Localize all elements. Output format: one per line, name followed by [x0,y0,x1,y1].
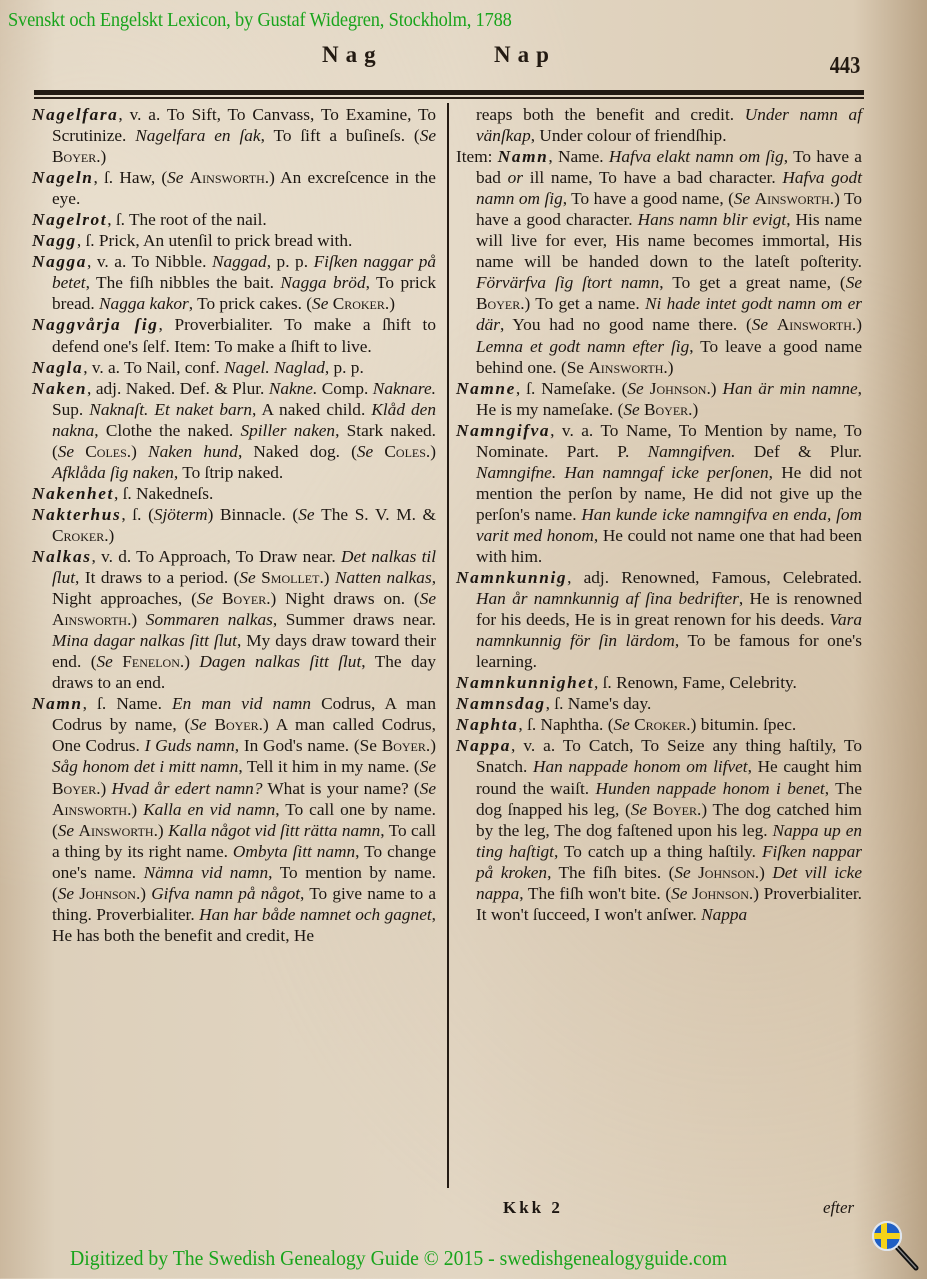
source-reference: Boyer. [381,736,431,756]
definition-text: , He is my nameſake. ( [476,378,862,419]
swedish-example: Se [674,862,699,882]
swedish-example: Naknaſt. [89,399,149,419]
definition-text: , To give name to a thing. Proverbialiter. [52,883,437,924]
swedish-example: Se [298,504,322,524]
digitizer-banner-title: Svenskt och Engelskt Lexicon, by Gustaf Widegren, Stockholm, 1788 [8,9,512,31]
source-reference: Boyer. [643,399,693,419]
source-reference: Johnson. [692,883,754,903]
definition-text: ) [131,610,146,630]
definition-text: , p. p. [266,252,314,272]
swedish-example: Hafva elakt namn om ſig [608,147,784,167]
swedish-example: Ombyta ſitt namn [232,841,356,861]
definition-text: , He has both the benefit and credit, He [52,904,436,945]
source-reference: Croker. [332,294,390,314]
swedish-example: Se [627,378,650,398]
swedish-example: Se [196,589,223,609]
definition-text: The S. V. M. & [321,504,436,524]
definition-text: , It draws to a period. ( [75,568,240,588]
headword: Naken [32,378,88,398]
definition-text: , Clothe the naked. [94,420,241,440]
headword: Namne [456,378,516,398]
swedish-example: Han namngaf icke perſonen [564,462,769,482]
swedish-example: Gifva namn på något [151,883,301,903]
swedish-example: Såg honom det i mitt namn [52,757,239,777]
swedish-example: Se [623,399,644,419]
swedish-example: Naknare. [372,378,436,398]
definition-text: , To have a bad [476,147,862,188]
definition-text: ) [131,441,149,461]
swedish-example: Se [419,589,436,609]
definition-text: , v. a. To Name, To Mention by name, To Nominate. Part. P. [476,420,862,461]
swedish-example: Se [845,273,862,293]
definition-text: , p. p. [324,357,364,377]
swedish-example: I Guds namn [144,736,235,756]
definition-text: , To get a great name, ( [659,273,846,293]
source-reference: Coles. [85,441,132,461]
swedish-example: Kalla något vid ſitt rätta namn [168,820,381,840]
headword: Nagga [32,252,88,272]
definition-text: , v. a. To Catch, To Seize any thing haſtily, To Snatch. [476,736,862,777]
swedish-example: Sjöterm [153,504,208,524]
header-rule-thick [34,90,864,95]
definition-text: , ſ. The root of the nail. [107,210,267,230]
definition-text: ) [157,820,169,840]
definition-text: ) [100,147,107,167]
definition-text: ) To get a name. [524,294,645,314]
definition-text: , His name will live for ever, His name becomes immortal, His name will be handed down to the lateſt poſterity. [476,210,863,272]
definition-text: reaps both the benefit and credit. [476,105,745,124]
swedish-example: Nämna vid namn [143,862,269,882]
running-head-right: Nap [494,42,556,67]
dictionary-entry-nappa [456,735,862,924]
definition-text: , ſ. Nakedneſs. [113,483,214,503]
magnifier-handle-highlight [894,1244,916,1268]
definition-text: ) To have a good character. [476,189,862,230]
source-reference: Smollet. [261,568,324,588]
definition-text: ) [667,357,674,377]
swedish-example: Se [356,441,385,461]
swedish-example: Vara namnkunnig för ſin lärdom [476,610,862,651]
catchword: efter [823,1198,855,1217]
swedish-example: En man vid namn [172,694,311,714]
definition-text: ) [389,294,395,314]
swedish-example: Afklåda ſig naken [52,462,174,482]
swedish-example: Se [312,294,333,314]
source-reference: Coles. [384,441,431,461]
swedish-example: Se [419,778,436,798]
dictionary-entry-namngifva [456,420,862,567]
dictionary-entry-namne [456,378,862,420]
definition-text: , The fiſh nibbles the bait. [85,273,281,293]
definition-text: , You had no good name there. ( [500,315,752,335]
definition-text: Comp. [317,378,373,398]
column-divider [447,103,449,1188]
definition-text: ) Night draws on. ( [270,589,420,609]
swedish-example: Förvärfva ſig ſtort namn [476,273,660,293]
definition-text: , To call a thing by its right name. [52,820,436,861]
dictionary-entry-item-namn [456,146,862,378]
source-reference: Boyer. [476,294,525,314]
source-reference: Ainsworth. [754,189,835,209]
flag-cross-vertical [881,1222,887,1250]
swedish-example: Se [190,715,215,735]
definition-text: ) [430,441,436,461]
headword: Namnkunnig [456,568,568,588]
source-reference: Fenelon. [122,652,185,672]
definition-text: , To have a good name, ( [562,189,734,209]
definition-text: ) Proverbialiter. It won't ſucceed, I won't anſwer. [476,883,862,924]
headword: Nappa [456,736,512,756]
header-rule-thin [34,97,864,99]
definition-text: Item: [456,147,498,167]
dictionary-entry-nagla [32,357,436,378]
definition-text: ) [323,568,335,588]
dictionary-entry-namn-cont [456,104,862,146]
page-number: 443 [829,53,861,79]
definition-text: , He caught him round the waiſt. [476,757,862,798]
swedish-example: Se [419,757,436,777]
definition-text: , The dog ſnapped his leg, ( [476,778,862,819]
definition-text: ill name, To have a bad character. [523,168,783,188]
swedish-example: Natten nalkas [335,568,432,588]
dictionary-entry-naggvarja [32,314,436,356]
definition-text: , To prick cakes. ( [188,294,313,314]
headword: Nagg [32,231,77,251]
headword: Namn [497,147,549,167]
definition-text: ) A man called Codrus, One Codrus. [52,715,436,756]
definition-text: , The fiſh won't bite. ( [519,883,672,903]
definition-text: ) [184,652,200,672]
swedish-example: Se [733,189,755,209]
dictionary-entry-naken [32,378,436,483]
headword: Nagelfara [32,105,119,124]
dictionary-entry-namn [32,693,436,946]
swedish-example: Se [419,126,437,146]
definition-text: , The day draws to an end. [52,652,436,693]
swedish-example: Han är min namne [722,378,858,398]
swedish-example: Kalla en vid namn [143,799,276,819]
definition-text: , He did not mention the perſon by name, He did not give up the perſon's name. [476,462,862,524]
headword: Nageln [32,168,94,188]
definition-text: , Tell it him in my name. ( [238,757,420,777]
swedish-example: Under namn af vänſkap [476,105,862,146]
swedish-example: Hans namn blir evigt [637,210,787,230]
definition-text: , The fiſh bites. ( [547,862,675,882]
definition-text: , v. a. To Nibble. [87,252,212,272]
definition-text: , ſ. Naphtha. ( [518,715,614,735]
swedish-example: Hafva godt namn om ſig [476,168,862,209]
swedish-example: Fiſken naggar på betet [52,252,436,293]
headword: Nalkas [32,546,92,566]
definition-text: , To ſtrip naked. [173,462,284,482]
definition-text: , ſ. Prick, An utenſil to prick bread with. [76,231,353,251]
source-reference: Croker. [52,525,109,545]
source-reference: Croker. [634,715,691,735]
dictionary-entry-naphta [456,714,862,735]
definition-text: , ſ. Name's day. [545,694,652,714]
dictionary-entry-nakenhet [32,483,436,504]
swedish-example: Han kunde icke namngifva en enda, ſom varit med honom [476,504,862,545]
swedish-example: Nagga kakor [99,294,189,314]
swedish-example: Han har både namnet och gagnet [199,904,432,924]
definition-text: ) bitumin. ſpec. [690,715,797,735]
dictionary-entry-nalkas [32,546,436,693]
definition-text: Def & Plur. [735,441,862,461]
swedish-example: Han år namnkunnig af ſina bedrifter [476,589,739,609]
swedish-example: Se [239,568,262,588]
source-reference: Boyer. [652,799,702,819]
swedish-example: Naken hund [148,441,238,461]
dictionary-entry-nakterhus [32,504,436,546]
swedish-example: Hvad år edert namn? [111,778,263,798]
right-column [456,104,862,925]
swedish-example: Nagelfara en ſak [135,126,261,146]
definition-text: , To call one by name. ( [52,799,436,840]
definition-text: , Naked dog. ( [237,441,357,461]
definition-text: , My days draw toward their end. ( [52,631,436,672]
swedish-flag-magnifier-icon [870,1218,924,1274]
definition-text: , ſ. ( [121,504,154,524]
definition-text: , In God's name. (Se [234,736,382,756]
headword: Namn [32,694,83,714]
definition-text: , ſ. Nameſake. ( [515,378,628,398]
dictionary-entry-nageln [32,167,436,209]
running-head-left: Nag [322,42,383,67]
swedish-example: Se [57,441,86,461]
headword: Naggvårja ſig [32,315,159,335]
swedish-example: Se [613,715,635,735]
definition-text: , ſ. Renown, Fame, Celebrity. [593,673,797,693]
source-reference: Boyer. [222,589,271,609]
source-reference: Boyer. [52,147,101,167]
swedish-example: Det nalkas til ſlut [52,546,436,588]
dictionary-entry-namnkunnig [456,567,862,672]
swedish-example: Sommaren nalkas [145,610,273,630]
dictionary-entry-nagelfara [32,104,436,167]
swedish-example: Se [96,652,123,672]
swedish-example: Nappa [701,904,748,924]
swedish-example: Naggad [211,252,267,272]
swedish-example: Namngifne. [476,462,557,482]
source-reference: Johnson. [649,378,711,398]
definition-text: , v. a. To Nail, conf. [83,357,225,377]
definition-text: ) [100,778,112,798]
definition-text: ) [759,862,773,882]
definition-text: , To catch up a thing haſtily. [553,841,762,861]
definition-text: , Night approaches, ( [52,568,437,609]
swedish-example: Se [630,799,653,819]
source-reference: Ainsworth. [588,357,668,377]
definition-text: , adj. Renowned, Famous, Celebrated. [567,568,862,588]
definition-text: ) [430,736,436,756]
definition-text: , Under colour of friendſhip. [530,126,727,146]
swedish-example: Nagga bröd [280,273,366,293]
definition-text: ) An excreſcence in the eye. [52,168,436,209]
definition-text: , To prick bread. [52,273,436,314]
definition-text: , To ſift a buſineſs. ( [260,126,420,146]
definition-text: , To leave a good name behind one. (Se [476,336,862,377]
swedish-example: Et naket barn [154,399,253,419]
definition-text: ) The dog catched him by the leg, The dog faſtened upon his leg. [476,799,862,840]
source-reference: Ainsworth. [78,820,158,840]
definition-text: , ſ. Name. [82,694,173,714]
definition-text: ) Binnacle. ( [207,504,299,524]
source-reference: Boyer. [214,715,263,735]
definition-text: , adj. Naked. Def. & Plur. [87,378,269,398]
headword: Nakenhet [32,483,114,503]
source-reference: Ainsworth. [189,168,270,188]
swedish-example: Nagel. Naglad [224,357,325,377]
swedish-example: Ni hade intet godt namn om er där [476,294,862,335]
definition-text: , Name. [548,147,609,167]
definition-text: , ſ. Haw, ( [93,168,168,188]
definition-text: , Proverbialiter. To make a ſhift to defend one's ſelf. Item: To make a ſhift to live. [52,315,436,356]
definition-text: , A naked child. [252,399,372,419]
signature-mark: Kkk 2 [503,1198,563,1217]
swedish-example: Spiller naken [240,420,336,440]
dictionary-entry-nagelrot [32,209,436,230]
definition-text: , To change one's name. [52,841,436,882]
source-reference: Johnson. [698,862,760,882]
headword: Nakterhus [32,504,122,524]
definition-text: , Summer draws near. [272,610,436,630]
swedish-example: Namngifven. [647,441,736,461]
swedish-example: Dagen nalkas ſitt ſlut [199,652,362,672]
digitizer-footer-credit: Digitized by The Swedish Genealogy Guide © 2015 - swedishgenealogyguide.com [70,1246,728,1270]
dictionary-entry-namnsdag [456,693,862,714]
swedish-example: Se [671,883,693,903]
swedish-example: Klåd den nakna [52,399,436,440]
logo-graphic [870,1218,924,1274]
left-column [32,104,436,946]
definition-text: ) [108,525,115,545]
definition-text: , He is renowned for his deeds, He is in great renown for his deeds. [476,589,862,630]
definition-text: , v. d. To Approach, To Draw near. [91,546,342,566]
swedish-example: Fiſken nappar på kroken [476,841,862,882]
swedish-example: Mina dagar nalkas ſitt ſlut [52,631,237,651]
source-reference: Ainsworth. [52,610,132,630]
swedish-example: Lemna et godt namn efter ſig [476,336,690,356]
headword: Nagla [32,357,84,377]
source-reference: Johnson. [79,883,141,903]
swedish-example: Se [57,883,80,903]
definition-text: Sup. [52,399,90,419]
definition-text: ) [856,315,862,335]
definition-text: What is your name? ( [262,778,420,798]
headword: Namnkunnighet [456,673,594,693]
headword: Namnsdag [456,694,546,714]
definition-text: ) [710,378,723,398]
source-reference: Boyer. [52,778,101,798]
source-reference: Ainsworth. [776,315,857,335]
swedish-example: Det vill icke nappa [476,862,863,903]
definition-text: ) [140,883,152,903]
headword: Namngifva [456,420,551,440]
dictionary-entry-namnkunnighet [456,672,862,693]
source-reference: Ainsworth. [52,799,132,819]
swedish-example: Se [751,315,777,335]
definition-text: , To mention by name. ( [52,862,436,903]
definition-text: , He could not name one that had been with him. [476,525,862,566]
swedish-example: Nappa up en ting haſtigt [476,820,863,861]
swedish-example: Se [57,820,79,840]
swedish-example: Han nappade honom om lifvet [533,757,748,777]
swedish-example: Hunden nappade honom i benet [595,778,825,798]
swedish-example: Nakne. [268,378,318,398]
definition-text: ) [131,799,144,819]
dictionary-entry-nagg [32,230,436,251]
definition-text: , Stark naked. ( [52,420,436,461]
definition-text: , To be famous for one's learning. [476,631,862,672]
dictionary-entry-nagga [32,251,436,314]
swedish-example: Se [167,168,190,188]
definition-text: ) [692,399,699,419]
definition-text: Codrus, A man Codrus by name, ( [52,694,436,735]
definition-text: , v. a. To Sift, To Canvass, To Examine, To Scrutinize. [52,105,436,146]
swedish-example: or [507,168,524,188]
headword: Naphta [456,715,519,735]
headword: Nagelrot [32,210,108,230]
